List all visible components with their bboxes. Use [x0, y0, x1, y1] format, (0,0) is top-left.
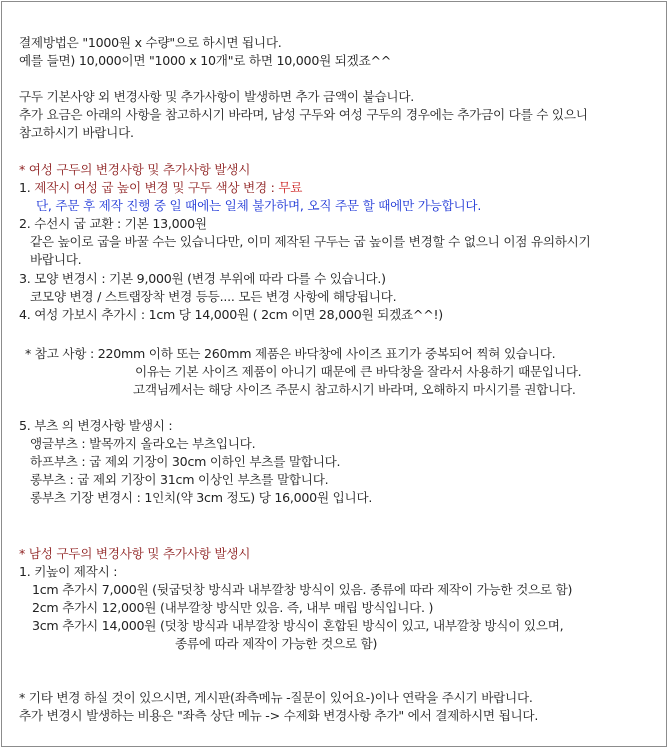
boots-long: 롱부츠 : 굽 제외 기장이 31cm 이상인 부츠를 말합니다. — [30, 472, 329, 487]
reference-line-1: * 참고 사항 : 220mm 이하 또는 260mm 제품은 바닥창에 사이즈 표기가 중복되어 찍혀 있습니다. — [25, 346, 556, 361]
women-item-2-title: 2. 수선시 굽 교환 : 기본 13,000원 — [19, 216, 207, 231]
women-item-1-number: 1. — [19, 180, 35, 195]
men-height-option-2cm: 2cm 추가시 12,000원 (내부깔창 방식만 있음. 즉, 내부 매립 방식입니다. ) — [32, 600, 434, 615]
women-item-3-detail: 코모양 변경 / 스트랩장착 변경 등등.... 모든 변경 사항에 해당됩니다. — [30, 289, 397, 304]
footer-line-2: 추가 변경시 발생하는 비용은 "좌측 상단 메뉴 -> 수제화 변경사항 추가" 에서 결제하시면 됩니다. — [19, 708, 539, 723]
men-height-option-3cm-cont: 종류에 따라 제작이 가능한 것으로 함) — [175, 636, 378, 651]
men-height-option-3cm: 3cm 추가시 14,000원 (덧창 방식과 내부깔창 방식이 혼합된 방식이 있고, 내부깔창 방식이 있으며, — [32, 618, 564, 633]
women-item-1-price: 무료 — [278, 180, 303, 195]
intro-line-1: 구두 기본사양 외 변경사항 및 추가사항이 발생하면 추가 금액이 붙습니다. — [19, 89, 414, 104]
footer-line-1: * 기타 변경 하실 것이 있으시면, 게시판(좌측메뉴 -질문이 있어요-)이나 연락을 주시기 바랍니다. — [19, 690, 533, 705]
payment-line-1: 결제방법은 "1000원 x 수량"으로 하시면 됩니다. — [19, 35, 282, 50]
boots-long-length-change: 롱부츠 기장 변경시 : 1인치(약 3cm 정도) 당 16,000원 입니다. — [30, 490, 373, 505]
women-item-1-note: 단, 주문 후 제작 진행 중 일 때에는 일체 불가하며, 오직 주문 할 때에만 가능합니다. — [36, 198, 482, 213]
women-item-3-title: 3. 모양 변경시 : 기본 9,000원 (변경 부위에 따라 다를 수 있습니다.) — [19, 271, 386, 286]
men-item-1-title: 1. 키높이 제작시 : — [19, 564, 118, 579]
intro-line-3: 참고하시기 바랍니다. — [19, 125, 134, 140]
women-item-1-label: 제작시 여성 굽 높이 변경 및 구두 색상 변경 : — [34, 180, 279, 195]
boots-half: 하프부츠 : 굽 제외 기장이 30cm 이하인 부츠를 말합니다. — [30, 454, 341, 469]
women-item-4: 4. 여성 가보시 추가시 : 1cm 당 14,000원 ( 2cm 이면 28,000원 되겠죠^^!) — [19, 307, 443, 322]
payment-line-2: 예를 들면) 10,000이면 "1000 x 10개"로 하면 10,000원 되겠죠^^ — [19, 53, 392, 68]
boots-angle: 앵글부츠 : 발목까지 올라오는 부츠입니다. — [30, 436, 256, 451]
women-section-header: * 여성 구두의 변경사항 및 추가사항 발생시 — [19, 162, 251, 177]
women-item-2-detail-1: 같은 높이로 굽을 바꿀 수는 있습니다만, 이미 제작된 구두는 굽 높이를 변경할 수 없으니 이점 유의하시기 — [30, 234, 591, 249]
women-item-5-title: 5. 부츠 의 변경사항 발생시 : — [19, 418, 173, 433]
intro-line-2: 추가 요금은 아래의 사항을 참고하시기 바라며, 남성 구두와 여성 구두의 경우에는 추가금이 다를 수 있으니 — [19, 107, 588, 122]
men-section-header: * 남성 구두의 변경사항 및 추가사항 발생시 — [19, 546, 251, 561]
women-item-2-detail-2: 바랍니다. — [30, 252, 82, 267]
reference-line-3: 고객님께서는 해당 사이즈 주문시 참고하시기 바라며, 오해하지 마시기를 권합니다. — [133, 382, 576, 397]
men-height-option-1cm: 1cm 추가시 7,000원 (뒷굽덧창 방식과 내부깔창 방식이 있음. 종류에 따라 제작이 가능한 것으로 함) — [32, 582, 573, 597]
women-item-1 — [19, 179, 302, 197]
reference-line-2: 이유는 기본 사이즈 제품이 아니기 때문에 큰 바닥창을 잘라서 사용하기 때문입니다. — [135, 364, 582, 379]
content-frame — [1, 1, 667, 747]
